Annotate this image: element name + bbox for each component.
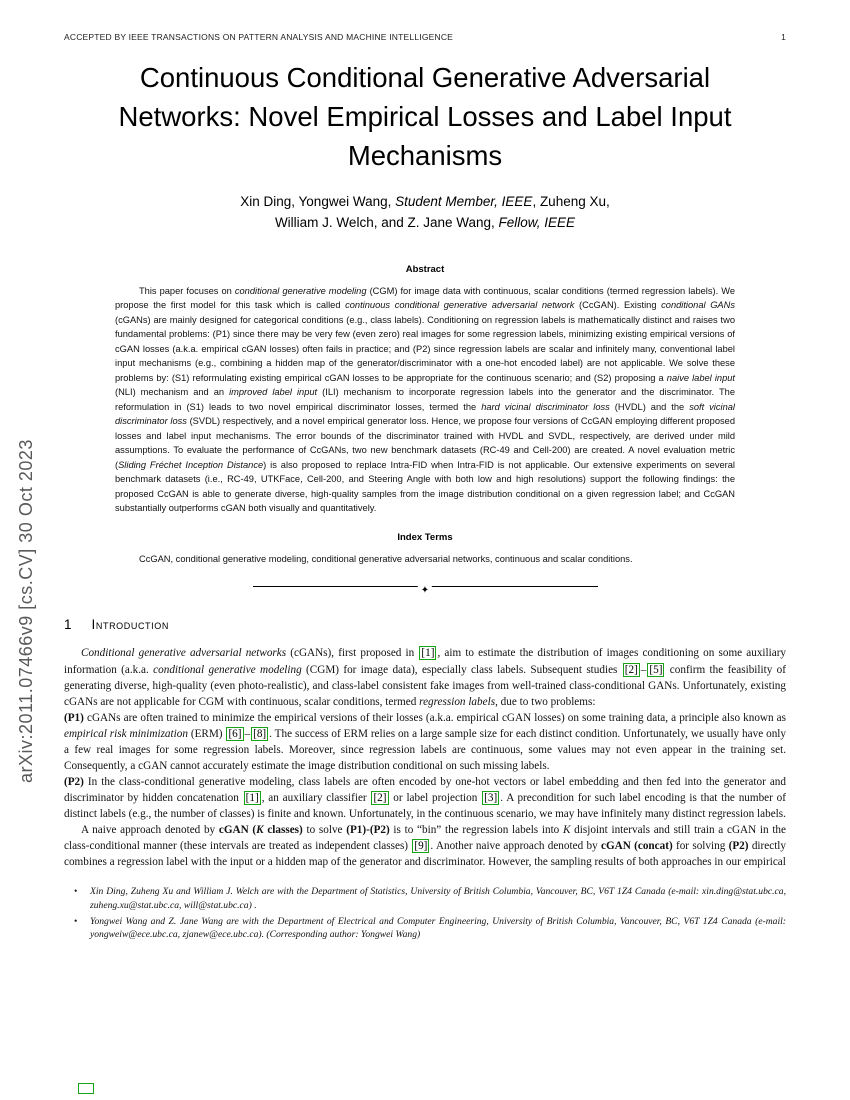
text-segment: disjoint intervals and still train a cGAN in the class-conditional manner (these intervals are treated as independent classes) xyxy=(64,823,786,852)
text-segment: directly combines a regression label with the input or a hidden map of the generator and discriminator. However, the sampling results of both approaches in our empirical xyxy=(64,839,787,868)
text-segment: . The success of ERM relies on a large sample size for each distinct condition. Unfortunately, we usually have only a few real images for some regression labels. Moreover, since regression labels are continuous, some values may not even appear in the training set. Consequently, a cGAN cannot accurately estimate the image distribution conditional on such missing labels. xyxy=(64,727,786,772)
text-segment: , an auxiliary classifier xyxy=(261,791,371,804)
text-segment: This paper focuses on xyxy=(139,285,235,296)
intro-paragraph-4 xyxy=(64,822,786,870)
abstract-heading: Abstract xyxy=(405,263,445,275)
text-segment: Student Member, IEEE xyxy=(395,194,533,210)
text-segment: ) is also proposed to replace Intra-FID when Intra-FID is not applicable. Our extensive experiments on several benchmark datasets (i.e., RC-49, UTKFace, Cell-200, and Steering Angle with both low and high resolutions) support the following findings: the proposed CcGAN is able to generate diverse, high-quality samples from the image distribution conditional on a given regression label; and CcGAN substantially outperforms cGAN both visually and quantitatively. xyxy=(115,459,735,514)
text-segment: for solving xyxy=(672,839,729,852)
author-block xyxy=(64,192,786,234)
abstract-text xyxy=(115,284,735,516)
citation-link[interactable]: [5] xyxy=(649,663,663,676)
section-number: 1 xyxy=(64,617,72,633)
section-1-heading xyxy=(64,617,786,632)
text-segment: , Zuheng Xu, xyxy=(532,194,610,210)
running-header xyxy=(64,0,786,42)
intro-paragraph-1 xyxy=(64,645,786,709)
text-segment: (cGANs), first proposed in xyxy=(286,647,419,660)
text-segment: Sliding Fréchet Inception Distance xyxy=(118,459,264,470)
text-segment: conditional GANs xyxy=(661,300,735,311)
header-notice: ACCEPTED BY IEEE TRANSACTIONS ON PATTERN ANALYSIS AND MACHINE INTELLIGENCE xyxy=(64,32,454,42)
text-segment: . A precondition for such label encoding is that the number of distinct labels (e.g., the number of classes) is finite and known. Unfortunately, in the continuous scenario, we may have infinitely many distinct regression labels. xyxy=(64,791,786,820)
footnote-item xyxy=(74,915,786,943)
text-segment: (HVDL) and the xyxy=(609,401,690,412)
text-segment: (ERM) xyxy=(187,727,226,740)
citation-link[interactable]: [6] xyxy=(228,727,242,740)
footnote-text-1: Xin Ding, Zuheng Xu and William J. Welch are with the Department of Statistics, University of British Columbia, Vancouver, BC, V6T 1Z4 Canada (e-mail: xin.ding@stat.ubc.ca, zuheng.xu@stat.ubc.ca, will@stat.ubc.ca) . xyxy=(90,885,786,911)
intro-paragraph-2 xyxy=(64,710,786,774)
author-line-2 xyxy=(64,213,786,234)
index-terms-text: CcGAN, conditional generative modeling, conditional generative adversarial networks, continuous and scalar conditions. xyxy=(139,553,633,564)
citation-link[interactable]: [2] xyxy=(624,663,638,676)
text-segment: hard vicinal discriminator loss xyxy=(481,401,610,412)
text-segment: continuous conditional generative adversarial network xyxy=(345,300,575,311)
section-title: Introduction xyxy=(91,617,169,633)
text-segment: , aim to estimate the distribution of images conditioning on some auxiliary information (a.k.a. xyxy=(64,647,787,676)
bullet-icon: • xyxy=(74,915,78,927)
text-segment: empirical risk minimization xyxy=(64,727,188,740)
citation-link[interactable]: [1] xyxy=(421,647,435,660)
arxiv-watermark: arXiv:2011.07466v9 [cs.CV] 30 Oct 2023 xyxy=(16,439,36,783)
text-segment: cGAN ( xyxy=(218,823,257,836)
bullet-icon: • xyxy=(74,885,78,897)
text-segment: (ILI) mechanism to incorporate regression labels into the generator and the discriminator. The reformulation in (S1) leads to two novel empirical discriminator losses, termed the xyxy=(115,387,735,412)
text-segment: K xyxy=(256,823,264,836)
author-line-1 xyxy=(64,192,786,213)
page-number: 1 xyxy=(781,32,786,42)
text-segment: confirm the feasibility of generating diverse, high-quality (even photo-realistic), and class-label consistent fake images from well-trained class-conditional GANs. Unfortunately, existing cGANs are not applicable for CGM with continuous, scalar conditions, termed xyxy=(64,663,786,708)
text-segment: cGANs are often trained to minimize the empirical versions of their losses (a.k.a. empirical cGAN losses) on some training data, a principle also known as xyxy=(83,711,786,724)
text-segment: (P2) xyxy=(64,775,84,788)
author-footnotes xyxy=(64,885,786,943)
text-segment: or label projection xyxy=(389,791,482,804)
text-segment: regression labels xyxy=(419,695,496,708)
citation-link[interactable]: [8] xyxy=(253,727,267,740)
text-segment: K xyxy=(563,823,571,836)
paper-title: Continuous Conditional Generative Adversarial Networks: Novel Empirical Losses and Label Input Mechanisms xyxy=(118,62,732,172)
text-segment: William J. Welch, and Z. Jane Wang, xyxy=(274,215,499,231)
citation-link[interactable]: [1] xyxy=(245,791,259,804)
text-segment: – xyxy=(244,727,251,740)
text-segment: is to “bin” the regression labels into xyxy=(389,823,563,836)
text-segment: (P1) xyxy=(64,711,84,724)
license-link-box[interactable] xyxy=(78,1083,94,1094)
text-segment: (cGANs) are mainly designed for categorical conditions (e.g., class labels). Conditioning on regression labels is mathematically distinct and raises two fundamental problems: (P1) since there may be very few (even zero) real images for some regression labels, minimizing existing empirical versions of cGAN losses (a.k.a. empirical cGAN losses) often fails in practice; and (P2) since regression labels are scalar and infinitely many, conventional label input mechanisms (e.g., combining a hidden map of the generator/discriminator with a one-hot encoded label) are not applicable. We solve these problems by: (S1) reformulating existing empirical cGAN losses to be appropriate for the continuous scenario; and (S2) proposing a xyxy=(115,314,735,383)
text-segment: . Another naive approach denoted by xyxy=(430,839,601,852)
text-segment: classes) xyxy=(263,823,303,836)
text-segment: conditional generative modeling xyxy=(153,663,302,676)
index-terms-section xyxy=(115,532,735,567)
text-segment: conditional generative modeling xyxy=(234,285,367,296)
section-separator xyxy=(253,586,598,601)
index-terms-heading: Index Terms xyxy=(397,531,453,543)
intro-paragraph-3 xyxy=(64,774,786,822)
text-segment: (NLI) mechanism and an xyxy=(115,387,230,398)
text-segment: A naive approach denoted by xyxy=(81,823,219,836)
text-segment: naive label input xyxy=(666,372,735,383)
text-segment: (CGM) for image data with continuous, scalar conditions (termed regression labels). We propose the first model for this task which is called xyxy=(115,285,736,311)
diamond-icon: ✦ xyxy=(418,586,432,596)
text-segment: Conditional generative adversarial networks xyxy=(81,647,287,660)
text-segment: (P1)-(P2) xyxy=(346,823,390,836)
text-segment: (CGM) for image data), especially class labels. Subsequent studies xyxy=(301,663,622,676)
citation-link[interactable]: [3] xyxy=(484,791,498,804)
text-segment: Fellow, IEEE xyxy=(498,215,576,231)
text-segment: improved label input xyxy=(229,387,318,398)
text-segment: (SVDL) respectively, and a novel empirical generator loss. Hence, we propose four versions of CcGAN employing different proposed losses and label input mechanisms. The error bounds of the discriminator trained with HVDL and SVDL, respectively, are derived under mild assumptions. To evaluate the performance of CcGANs, two new benchmark datasets (RC-49 and Cell-200) are created. A novel evaluation metric ( xyxy=(115,416,735,470)
text-segment: cGAN (concat) xyxy=(601,839,673,852)
text-segment: (CcGAN). Existing xyxy=(574,300,662,311)
footnote-item xyxy=(74,885,786,913)
text-segment: soft vicinal discriminator loss xyxy=(115,401,735,427)
text-segment: Xin Ding, Yongwei Wang, xyxy=(240,194,396,210)
introduction-body xyxy=(64,645,786,869)
text-segment: , due to two problems: xyxy=(495,695,596,708)
citation-link[interactable]: [2] xyxy=(373,791,387,804)
text-segment: (P2) xyxy=(728,839,749,852)
footnote-text-2: Yongwei Wang and Z. Jane Wang are with the Department of Electrical and Computer Engineering, University of British Columbia, Vancouver, BC, V6T 1Z4 Canada (e-mail: yongweiw@ece.ubc.ca, zjanew@ece.ubc.ca). (Corresponding author: Yongwei Wang) xyxy=(90,915,786,941)
text-segment: – xyxy=(640,663,647,676)
citation-link[interactable]: [9] xyxy=(414,839,428,852)
abstract-section xyxy=(115,264,735,516)
text-segment: to solve xyxy=(302,823,347,836)
text-segment: In the class-conditional generative modeling, class labels are often encoded by one-hot vectors or label embedding and then fed into the generator and discriminator by hidden concatenation xyxy=(64,775,786,804)
